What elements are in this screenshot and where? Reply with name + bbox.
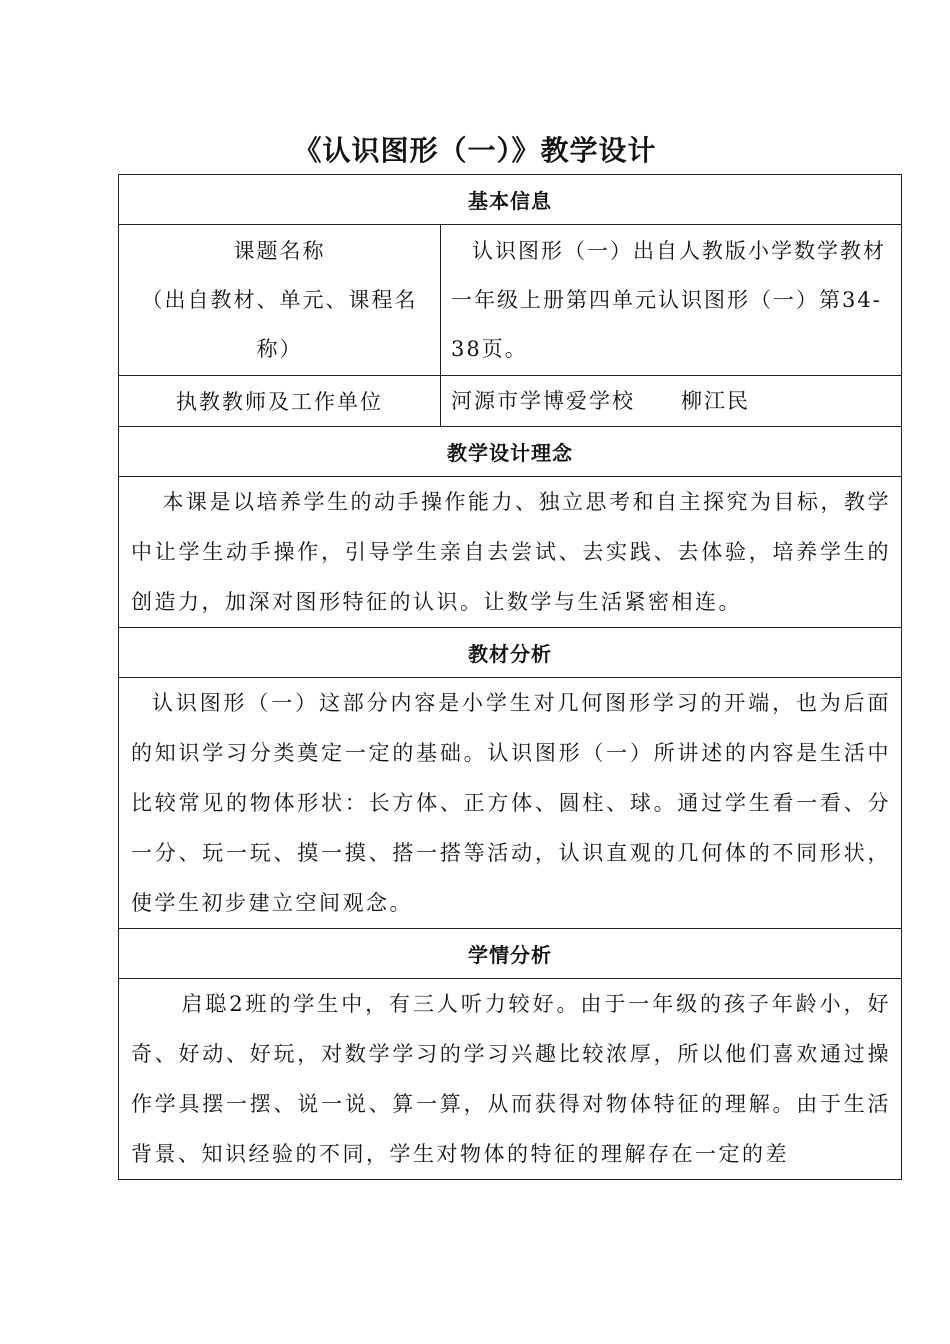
material-analysis-header: 教材分析 (119, 628, 902, 678)
student-analysis-header: 学情分析 (119, 929, 902, 979)
course-source-label-end: 称） (256, 336, 303, 361)
design-concept-text: 本课是以培养学生的动手操作能力、独立思考和自主探究为目标，教学中让学生动手操作，引导学生亲自去尝试、去实践、去体验，培养学生的创造力，加深对图形特征的认识。让数学与生活紧密相连。 (131, 490, 891, 614)
student-analysis-text: 启聪2班的学生中，有三人听力较好。由于一年级的孩子年龄小，好奇、好动、好玩，对数学学习的学习兴趣比较浓厚，所以他们喜欢通过操作学具摆一摆、说一说、算一算，从而获得对物体特征的理解。由于生活背景、知识经验的不同，学生对物体的特征的理解存在一定的差 (131, 992, 891, 1166)
design-concept-cell (119, 477, 902, 628)
course-title-label-cell (119, 225, 441, 376)
design-concept-header: 教学设计理念 (119, 427, 902, 477)
course-title-label: 课题名称 (233, 238, 326, 263)
document-title: 《认识图形（一）》教学设计 (293, 134, 657, 167)
material-analysis-text: 认识图形（一）这部分内容是小学生对几何图形学习的开端，也为后面的知识学习分类奠定一定的基础。认识图形（一）所讲述的内容是生活中比较常见的物体形状：长方体、正方体、圆柱、球。通过学生看一看、分一分、玩一玩、摸一摸、搭一搭等活动，认识直观的几何体的不同形状，使学生初步建立空间观念。 (131, 691, 891, 915)
teacher-label: 执教教师及工作单位 (119, 376, 441, 427)
basic-info-header: 基本信息 (119, 175, 902, 225)
course-source-label: （出自教材、单元、课程名 (141, 287, 418, 312)
student-analysis-cell (119, 979, 902, 1180)
teacher-value: 河源市学博爱学校 柳江民 (441, 376, 902, 427)
course-title-value: 认识图形（一）出自人教版小学数学教材一年级上册第四单元认识图形（一）第34-38页。 (441, 225, 902, 376)
material-analysis-cell (119, 678, 902, 929)
lesson-plan-table (118, 174, 902, 1180)
